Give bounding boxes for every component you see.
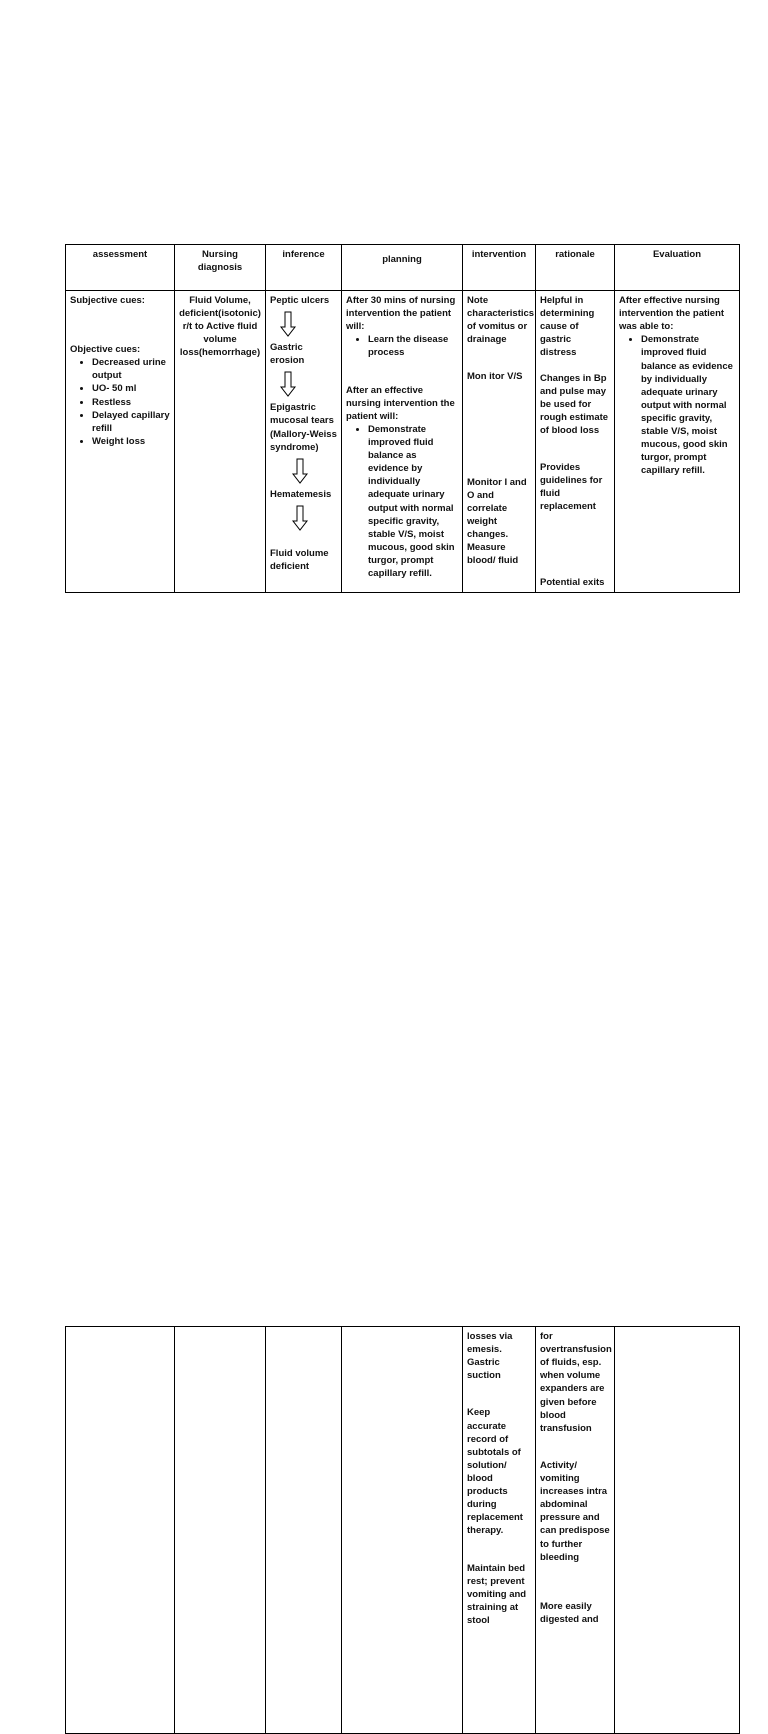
- list-item: • Learn the disease process: [368, 333, 458, 359]
- assessment-cell: [66, 291, 175, 593]
- objective-cues-label: Objective cues:: [70, 344, 141, 356]
- header-inference: inference: [266, 245, 342, 291]
- rationale-cell: [536, 291, 615, 593]
- rationale-cell: [536, 1327, 615, 1734]
- list-item: • Decreased urine output: [92, 356, 170, 382]
- rationale-item: Activity/ vomiting increases intra abdominal pressure and can predispose to further bleeding: [540, 1459, 610, 1563]
- down-arrow-icon: [280, 371, 296, 397]
- rationale-item: for overtransfusion of fluids, esp. when volume expanders are given before blood transfusion: [540, 1331, 612, 1434]
- inference-step: Epigastric mucosal tears (Mallory-Weiss syndrome): [270, 402, 337, 453]
- care-plan-page-2: [0, 663, 768, 1626]
- planning-goal-1: After 30 mins of nursing intervention the patient will:: [346, 295, 456, 333]
- evaluation-list: [619, 333, 735, 477]
- rationale-item: Potential exits: [540, 576, 605, 588]
- inference-step: Gastric erosion: [270, 342, 305, 367]
- header-intervention: intervention: [463, 245, 536, 291]
- down-arrow-icon: [292, 458, 308, 484]
- header-assessment: assessment: [66, 245, 175, 291]
- inference-cell: [266, 291, 342, 593]
- header-row: [66, 245, 740, 291]
- header-nursing-diagnosis: Nursing diagnosis: [175, 245, 266, 291]
- list-item: • Weight loss: [92, 435, 170, 448]
- evaluation-cell: [615, 1327, 740, 1734]
- intervention-cell: [463, 291, 536, 593]
- assessment-cell: [66, 1327, 175, 1734]
- intervention-item: losses via emesis. Gastric suction: [467, 1331, 513, 1382]
- nursing-care-plan-table: [65, 244, 740, 593]
- rationale-item: Changes in Bp and pulse may be used for rough estimate of blood loss: [540, 372, 609, 436]
- header-evaluation: Evaluation: [615, 245, 740, 291]
- down-arrow-icon: [280, 311, 296, 337]
- nursing-care-plan-table-continued: [65, 1326, 740, 1734]
- inference-step: Hematemesis: [270, 488, 332, 500]
- intervention-item: Mon itor V/S: [467, 371, 523, 383]
- inference-step: Peptic ulcers: [270, 295, 330, 306]
- list-item: • UO- 50 ml: [92, 382, 170, 395]
- down-arrow-icon: [292, 505, 308, 531]
- inference-cell: [266, 1327, 342, 1734]
- header-planning: planning: [342, 245, 463, 291]
- list-item: • Demonstrate improved fluid balance as evidence by individually adequate urinary output with normal specific gravity, stable V/S, moist mucous, good skin turgor, prompt capillary refill.: [641, 333, 735, 477]
- intervention-item: Note characteristics of vomitus or drainage: [467, 295, 535, 346]
- nursing-diagnosis-cell: Fluid Volume, deficient(isotonic) r/t to Active fluid volume loss(hemorrhage): [175, 291, 266, 593]
- objective-cues-list: [70, 356, 170, 448]
- planning-goal-1-list: [346, 333, 458, 359]
- planning-goal-2-list: [346, 423, 458, 580]
- rationale-item: More easily digested and: [540, 1600, 599, 1625]
- evaluation-intro: After effective nursing intervention the patient was able to:: [619, 295, 725, 333]
- list-item: • Restless: [92, 396, 170, 409]
- inference-step: Fluid volume deficient: [270, 547, 329, 572]
- subjective-cues-label: Subjective cues:: [70, 295, 145, 306]
- intervention-cell: [463, 1327, 536, 1734]
- intervention-item: Maintain bed rest; prevent vomiting and straining at stool: [467, 1562, 527, 1626]
- planning-cell: [342, 1327, 463, 1734]
- intervention-item: Keep accurate record of subtotals of solution/ blood products during replacement therapy.: [467, 1407, 523, 1537]
- rationale-item: Provides guidelines for fluid replacement: [540, 462, 603, 513]
- content-row: [66, 291, 740, 593]
- planning-goal-2: After an effective nursing intervention the patient will:: [346, 384, 455, 422]
- planning-cell: [342, 291, 463, 593]
- list-item: • Delayed capillary refill: [92, 409, 170, 435]
- header-rationale: rationale: [536, 245, 615, 291]
- list-item: • Demonstrate improved fluid balance as evidence by individually adequate urinary output with normal specific gravity, stable V/S, moist mucous, good skin turgor, prompt capillary refill.: [368, 423, 458, 580]
- evaluation-cell: [615, 291, 740, 593]
- nursing-diagnosis-cell: [175, 1327, 266, 1734]
- rationale-item: Helpful in determining cause of gastric distress: [540, 295, 595, 359]
- intervention-item: Monitor I and O and correlate weight changes. Measure blood/ fluid: [467, 476, 527, 567]
- care-plan-page-1: [0, 122, 768, 588]
- content-row: [66, 1327, 740, 1734]
